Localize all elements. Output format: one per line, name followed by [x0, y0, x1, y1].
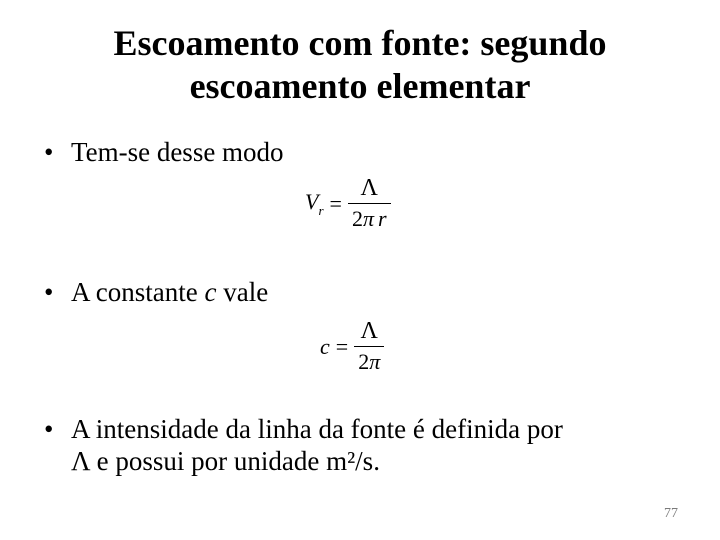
title-line-1: Escoamento com fonte: segundo — [113, 23, 607, 63]
eq2-numerator: Λ — [360, 318, 378, 344]
bullet-3-line-2: Λ e possui por unidade m²/s. — [71, 446, 380, 476]
equation-constant — [320, 318, 384, 375]
bullet-3 — [44, 413, 684, 477]
equation-velocity — [305, 175, 391, 232]
bullet-2-pre: A constante — [71, 277, 205, 307]
bullet-2-post: vale — [216, 277, 269, 307]
eq1-den-coef: 2 — [351, 206, 363, 231]
eq1-numerator: Λ — [360, 175, 378, 201]
bullet-marker: • — [44, 414, 54, 444]
eq2-lhs: c — [320, 333, 330, 359]
eq1-fraction — [348, 175, 391, 232]
bullet-marker: • — [44, 137, 54, 167]
eq1-lhs — [305, 189, 330, 219]
eq1-denominator — [348, 203, 391, 232]
bullet-2-variable: c — [204, 277, 217, 307]
bullet-1-text: Tem-se desse modo — [71, 137, 284, 167]
bullet-2-text — [71, 276, 268, 308]
bullet-2 — [44, 276, 268, 308]
eq2-den-pi: π — [369, 349, 381, 374]
bullet-marker: • — [44, 277, 54, 307]
page-number: 77 — [664, 506, 678, 521]
bullet-3-line-1: A intensidade da linha da fonte é definida por — [71, 414, 563, 444]
slide-title — [40, 22, 680, 108]
eq1-den-pi: π — [362, 206, 374, 231]
title-line-2: escoamento elementar — [189, 66, 531, 106]
eq2-fraction — [354, 318, 384, 375]
eq1-den-var: r — [377, 206, 387, 231]
eq1-lhs-var: V — [305, 188, 319, 214]
eq2-den-coef: 2 — [358, 349, 370, 374]
bullet-3-text — [71, 413, 684, 477]
eq2-denominator — [354, 346, 384, 375]
eq1-lhs-subscript: r — [318, 202, 324, 218]
eq2-equals: = — [335, 333, 349, 359]
bullet-1 — [44, 136, 284, 168]
eq1-equals: = — [329, 190, 342, 216]
